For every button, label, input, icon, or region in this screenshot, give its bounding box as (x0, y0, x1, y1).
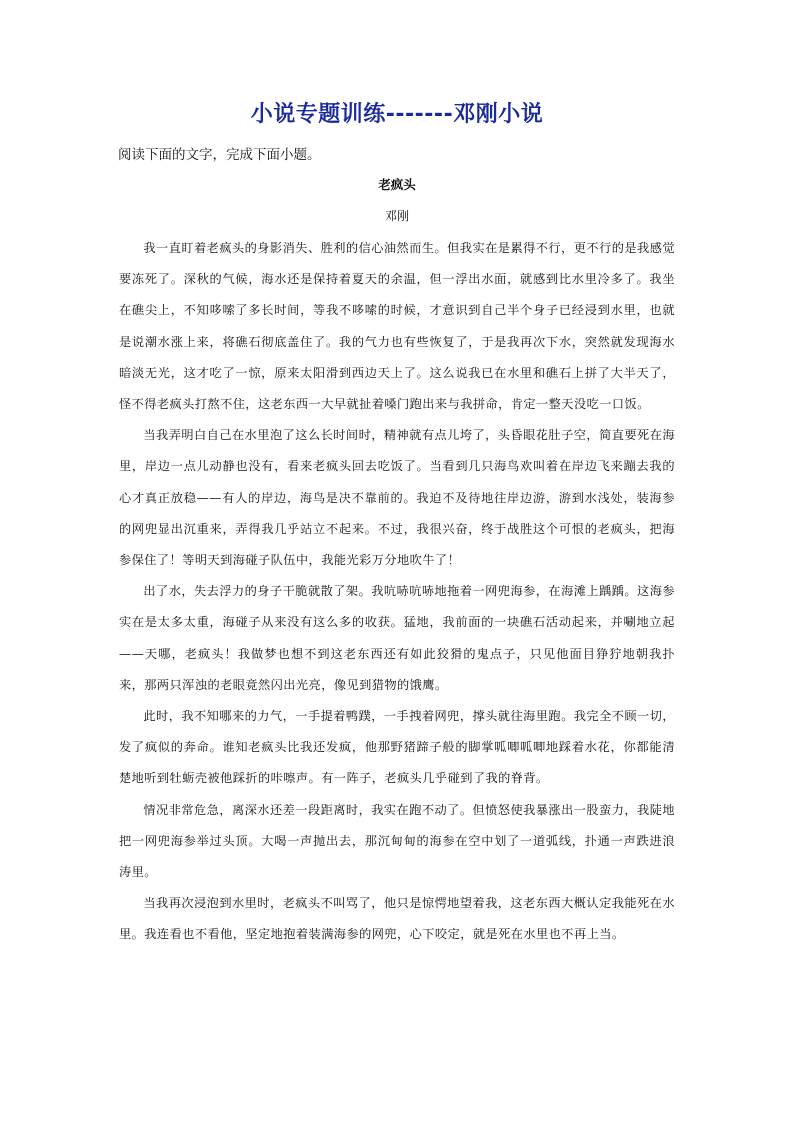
story-paragraph: 此时，我不知哪来的力气，一手提着鸭蹼，一手拽着网兜，撑头就往海里跑。我完全不顾一切，发了疯似的奔命。谁知老疯头比我还发疯，他那野猪蹄子般的脚掌呱唧呱唧地踩着水花，你都能清楚地听到牡蛎壳被他踩折的咔嚓声。有一阵子，老疯头几乎碰到了我的脊背。 (119, 709, 675, 786)
story-paragraph: 当我再次浸泡到水里时，老疯头不叫骂了，他只是惊愕地望着我，这老东西大概认定我能死在水里。我连看也不看他，坚定地抱着装满海参的网兜，心下咬定，就是死在水里也不再上当。 (119, 896, 675, 942)
story-paragraph: 当我弄明白自己在水里泡了这么长时间时，精神就有点儿垮了，头昏眼花肚子空，简直要死在海里，岸边一点儿动静也没有，看来老疯头回去吃饭了。当看到几只海鸟欢叫着在岸边飞来蹦去我的心才真正放稳——有人的岸边，海鸟是决不靠前的。我迫不及待地往岸边游，游到水浅处，装海参的网兜显出沉重来，弄得我几乎站立不起来。不过，我很兴奋，终于战胜这个可恨的老疯头，把海参保住了！等明天到海碰子队伍中，我能光彩万分地吹牛了！ (119, 428, 675, 568)
document-title: 小说专题训练-------邓刚小说 (250, 102, 544, 127)
story-paragraph: 我一直盯着老疯头的身影消失、胜利的信心油然而生。但我实在是累得不行，更不行的是我感觉要冻死了。深秋的气候，海水还是保持着夏天的余温，但一浮出水面，就感到比水里冷多了。我坐在礁尖上，不知哆嗦了多长时间，等我不哆嗦的时候，才意识到自己半个身子已经浸到水里，也就是说潮水涨上来，将礁石彻底盖住了。我的气力也有些恢复了，于是我再次下水，突然就发现海水暗淡无光，这才吃了一惊，原来太阳滑到西边天上了。这么说我已在水里和礁石上拼了大半天了，怪不得老疯头打熬不住，这老东西一大早就扯着嗓门跑出来与我拼命，肯定一整天没吃一口饭。 (119, 241, 675, 412)
story-title: 老疯头 (378, 177, 416, 192)
story-author: 邓刚 (384, 209, 409, 223)
story-body (119, 233, 675, 951)
story-paragraph: 情况非常危急，离深水还差一段距离时，我实在跑不动了。但愤怒使我暴涨出一股蛮力，我陡地把一网兜海参举过头顶。大喝一声抛出去，那沉甸甸的海参在空中划了一道弧线，扑通一声跌进浪涛里。 (119, 802, 675, 880)
reading-instruction: 阅读下面的文字，完成下面小题。 (118, 147, 321, 163)
story-paragraph: 出了水，失去浮力的身子干脆就散了架。我吭哧吭哧地拖着一网兜海参，在海滩上踽踽。这海参实在是太多太重，海碰子从来没有这么多的收获。猛地，我前面的一块礁石活动起来，并唰地立起——天哪，老疯头！我做梦也想不到这老东西还有如此狡猾的鬼点子，只见他面目狰狞地朝我扑来，那两只浑浊的老眼竟然闪出光亮，像见到猎物的饿鹰。 (119, 584, 675, 692)
